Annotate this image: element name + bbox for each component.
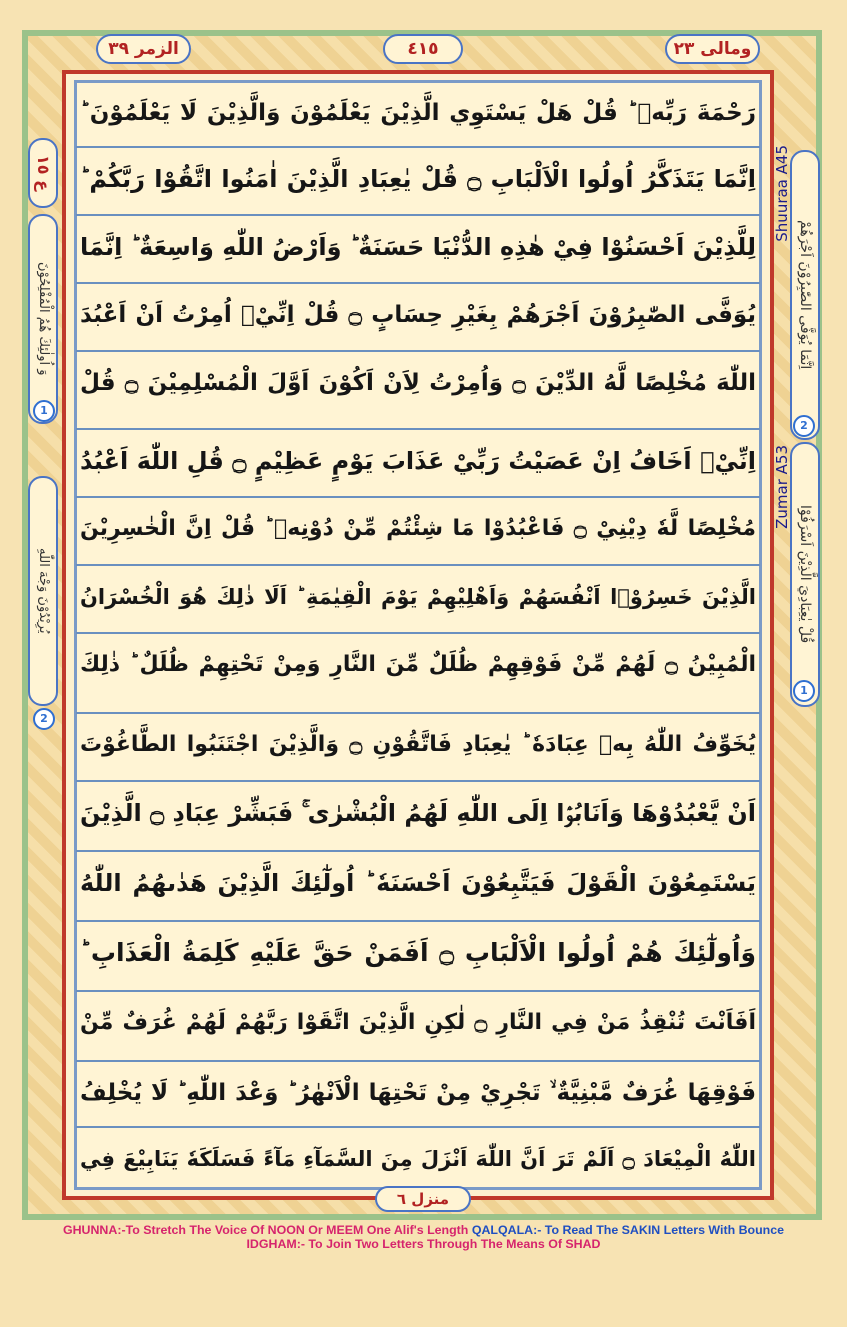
ayah-line-16: اللّٰهُ الْمِيْعَادَ ۝ اَلَمْ تَرَ اَنَّ اللّٰهَ اَنْزَلَ مِنَ السَّمَآءِ مَآءً فَسَلَكَهٗ يَنَابِيْعَ فِي: [80, 1147, 756, 1171]
ayah-line-13: وَاُولٰٓئِكَ هُمْ اُولُوا الْاَلْبَابِ ۝ اَفَمَنْ حَقَّ عَلَيْهِ كَلِمَةُ الْعَذَابِ ؕ: [80, 938, 756, 967]
tajweed-legend: [20, 1223, 827, 1251]
zumar-reference: Zumar A53: [773, 445, 791, 529]
left-badge-1: 1: [33, 400, 55, 422]
left-badge-2: 2: [33, 708, 55, 730]
right-badge-2: 2: [793, 415, 815, 437]
line-rule: [76, 564, 760, 566]
line-rule: [76, 1126, 760, 1128]
line-rule: [76, 990, 760, 992]
ayah-line-2: اِنَّمَا يَتَذَكَّرُ اُولُوا الْاَلْبَابِ ۝ قُلْ يٰعِبَادِ الَّذِيْنَ اٰمَنُوا اتَّقُوْا رَبَّكُمْ ؕ: [80, 165, 756, 193]
legend-qalqala: QALQALA:- To Read The SAKIN Letters With Bounce: [471, 1223, 785, 1237]
ayah-line-9: الْمُبِيْنُ ۝ لَهُمْ مِّنْ فَوْقِهِمْ ظُلَلٌ مِّنَ النَّارِ وَمِنْ تَحْتِهِمْ ظُلَلٌ ؕ ذٰلِكَ: [80, 652, 756, 677]
ayah-line-12: يَسْتَمِعُوْنَ الْقَوْلَ فَيَتَّبِعُوْنَ اَحْسَنَهٗ ؕ اُولٰٓئِكَ الَّذِيْنَ هَدٰىهُمُ اللّٰهُ: [80, 869, 756, 897]
line-rule: [76, 146, 760, 148]
line-rule: [76, 214, 760, 216]
ayah-line-6: اِنِّيْۤ اَخَافُ اِنْ عَصَيْتُ رَبِّيْ عَذَابَ يَوْمٍ عَظِيْمٍ ۝ قُلِ اللّٰهَ اَعْبُدُ: [80, 447, 756, 475]
ayah-line-3: لِلَّذِيْنَ اَحْسَنُوْا فِيْ هٰذِهِ الدُّنْيَا حَسَنَةٌ ؕ وَاَرْضُ اللّٰهِ وَاسِعَةٌ ؕ اِنَّمَا: [80, 233, 756, 261]
juz-tab: ومالى ٢٣: [665, 34, 760, 64]
line-rule: [76, 282, 760, 284]
ayah-line-7: مُخْلِصًا لَّهٗ دِيْنِيْ ۝ فَاعْبُدُوْا مَا شِئْتُمْ مِّنْ دُوْنِهٖ ؕ قُلْ اِنَّ الْخٰسِرِيْنَ: [80, 516, 756, 541]
shuuraa-reference: Shuuraa A45: [773, 145, 791, 242]
ayah-line-4: يُوَفَّى الصّٰبِرُوْنَ اَجْرَهُمْ بِغَيْرِ حِسَابٍ ۝ قُلْ اِنِّيْۤ اُمِرْتُ اَنْ اَعْبُدَ: [80, 302, 756, 328]
ayah-line-11: اَنْ يَّعْبُدُوْهَا وَاَنَابُوْۤا اِلَى اللّٰهِ لَهُمُ الْبُشْرٰى ۚ فَبَشِّرْ عِبَادِ ۝ الَّذِيْنَ: [80, 799, 756, 827]
ayah-line-14: اَفَاَنْتَ تُنْقِذُ مَنْ فِي النَّارِ ۝ لٰكِنِ الَّذِيْنَ اتَّقَوْا رَبَّهُمْ لَهُمْ غُرَفٌ مِّنْ: [80, 1010, 756, 1035]
ayah-line-10: يُخَوِّفُ اللّٰهُ بِهٖ عِبَادَهٗ ؕ يٰعِبَادِ فَاتَّقُوْنِ ۝ وَالَّذِيْنَ اجْتَنَبُوا الطَّاغُوْتَ: [80, 732, 756, 757]
line-rule: [76, 850, 760, 852]
ayah-line-8: الَّذِيْنَ خَسِرُوْۤا اَنْفُسَهُمْ وَاَهْلِيْهِمْ يَوْمَ الْقِيٰمَةِ ؕ اَلَا ذٰلِكَ هُوَ الْخُسْرَانُ: [80, 585, 756, 609]
ayah-line-5: اللّٰهَ مُخْلِصًا لَّهُ الدِّيْنَ ۝ وَاُمِرْتُ لِاَنْ اَكُوْنَ اَوَّلَ الْمُسْلِمِيْنَ ۝ قُلْ: [80, 370, 756, 396]
line-rule: [76, 428, 760, 430]
left-margin-note-1: وَ اُولٰئِكَ هُمُ الْمُفْلِحُوْنَ: [28, 214, 58, 424]
left-margin-note-2: يُرِيْدُوْنَ وَجْهَ اللّٰهِ: [28, 476, 58, 706]
surah-tab: الزمر ٣٩: [96, 34, 191, 64]
ayah-line-15: فَوْقِهَا غُرَفٌ مَّبْنِيَّةٌ ۙ تَجْرِيْ مِنْ تَحْتِهَا الْاَنْهٰرُ ؕ وَعْدَ اللّٰهِ ؕ لَا يُخْلِفُ: [80, 1080, 756, 1106]
ayah-line-1: رَحْمَةَ رَبِّهٖ ؕ قُلْ هَلْ يَسْتَوِي الَّذِيْنَ يَعْلَمُوْنَ وَالَّذِيْنَ لَا يَعْلَمُوْنَ ؕ: [80, 100, 756, 126]
legend-ghunna: GHUNNA:-To Stretch The Voice Of NOON Or MEEM One Alif's Length: [62, 1223, 469, 1237]
line-rule: [76, 780, 760, 782]
ruku-marker: ع ١٥: [28, 138, 58, 208]
line-rule: [76, 920, 760, 922]
line-rule: [76, 712, 760, 714]
page-number: ٤١٥: [383, 34, 463, 64]
line-rule: [76, 496, 760, 498]
right-badge-1: 1: [793, 680, 815, 702]
line-rule: [76, 1060, 760, 1062]
right-margin-note-2: قُلْ يٰعِبَادِيَ الَّذِيْنَ اَسْرَفُوْا: [790, 442, 820, 707]
line-rule: [76, 350, 760, 352]
line-rule: [76, 632, 760, 634]
legend-idgham: IDGHAM:- To Join Two Letters Through The Means Of SHAD: [246, 1237, 601, 1251]
right-margin-note-1: اِنَّمَا يُوَفَّى الصّٰبِرُوْنَ اَجْرَهُمْ: [790, 150, 820, 440]
manzil-marker: منزل ٦: [375, 1186, 471, 1212]
